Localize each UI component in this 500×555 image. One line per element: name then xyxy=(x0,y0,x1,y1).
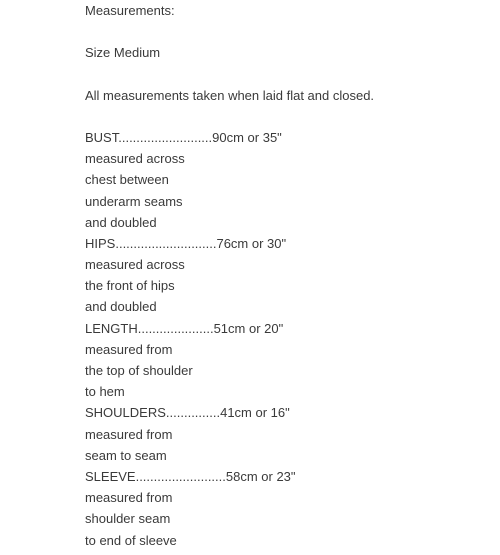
measurement-sleeve xyxy=(85,466,485,551)
measurement-line: SLEEVE.........................58cm or 23" xyxy=(85,468,296,484)
measurement-line: LENGTH.....................51cm or 20" xyxy=(85,320,284,336)
measurement-bust xyxy=(85,127,485,233)
measurement-description: underarm seams xyxy=(85,193,183,209)
measurement-length xyxy=(85,318,485,403)
measurement-description: measured across xyxy=(85,151,185,167)
measurement-description: and doubled xyxy=(85,299,157,315)
spacer xyxy=(85,21,485,42)
measurement-description: measured from xyxy=(85,426,173,442)
measurement-description: chest between xyxy=(85,172,169,188)
measurement-description: measured from xyxy=(85,490,173,506)
measurement-description: measured from xyxy=(85,341,173,357)
measurement-hips xyxy=(85,233,485,318)
measurement-description: to hem xyxy=(85,384,125,400)
measurement-line: HIPS............................76cm or 30" xyxy=(85,235,287,251)
measurements-heading: Measurements: xyxy=(85,3,175,18)
measurement-description: measured across xyxy=(85,257,185,273)
measurement-shoulders xyxy=(85,402,485,466)
measurement-line: BUST..........................90cm or 35" xyxy=(85,129,282,145)
spacer xyxy=(85,63,485,84)
size-label: Size Medium xyxy=(85,45,161,61)
measurements-document xyxy=(85,0,485,551)
spacer xyxy=(85,106,485,127)
measurement-description: the front of hips xyxy=(85,278,175,294)
measurement-description: the top of shoulder xyxy=(85,363,193,378)
measurement-note: All measurements taken when laid flat and closed. xyxy=(85,87,375,103)
measurement-description: seam to seam xyxy=(85,447,167,463)
measurement-description: shoulder seam xyxy=(85,511,171,527)
measurement-line: SHOULDERS...............41cm or 16" xyxy=(85,405,290,421)
measurement-description: to end of sleeve xyxy=(85,532,177,548)
measurement-description: and doubled xyxy=(85,214,157,230)
